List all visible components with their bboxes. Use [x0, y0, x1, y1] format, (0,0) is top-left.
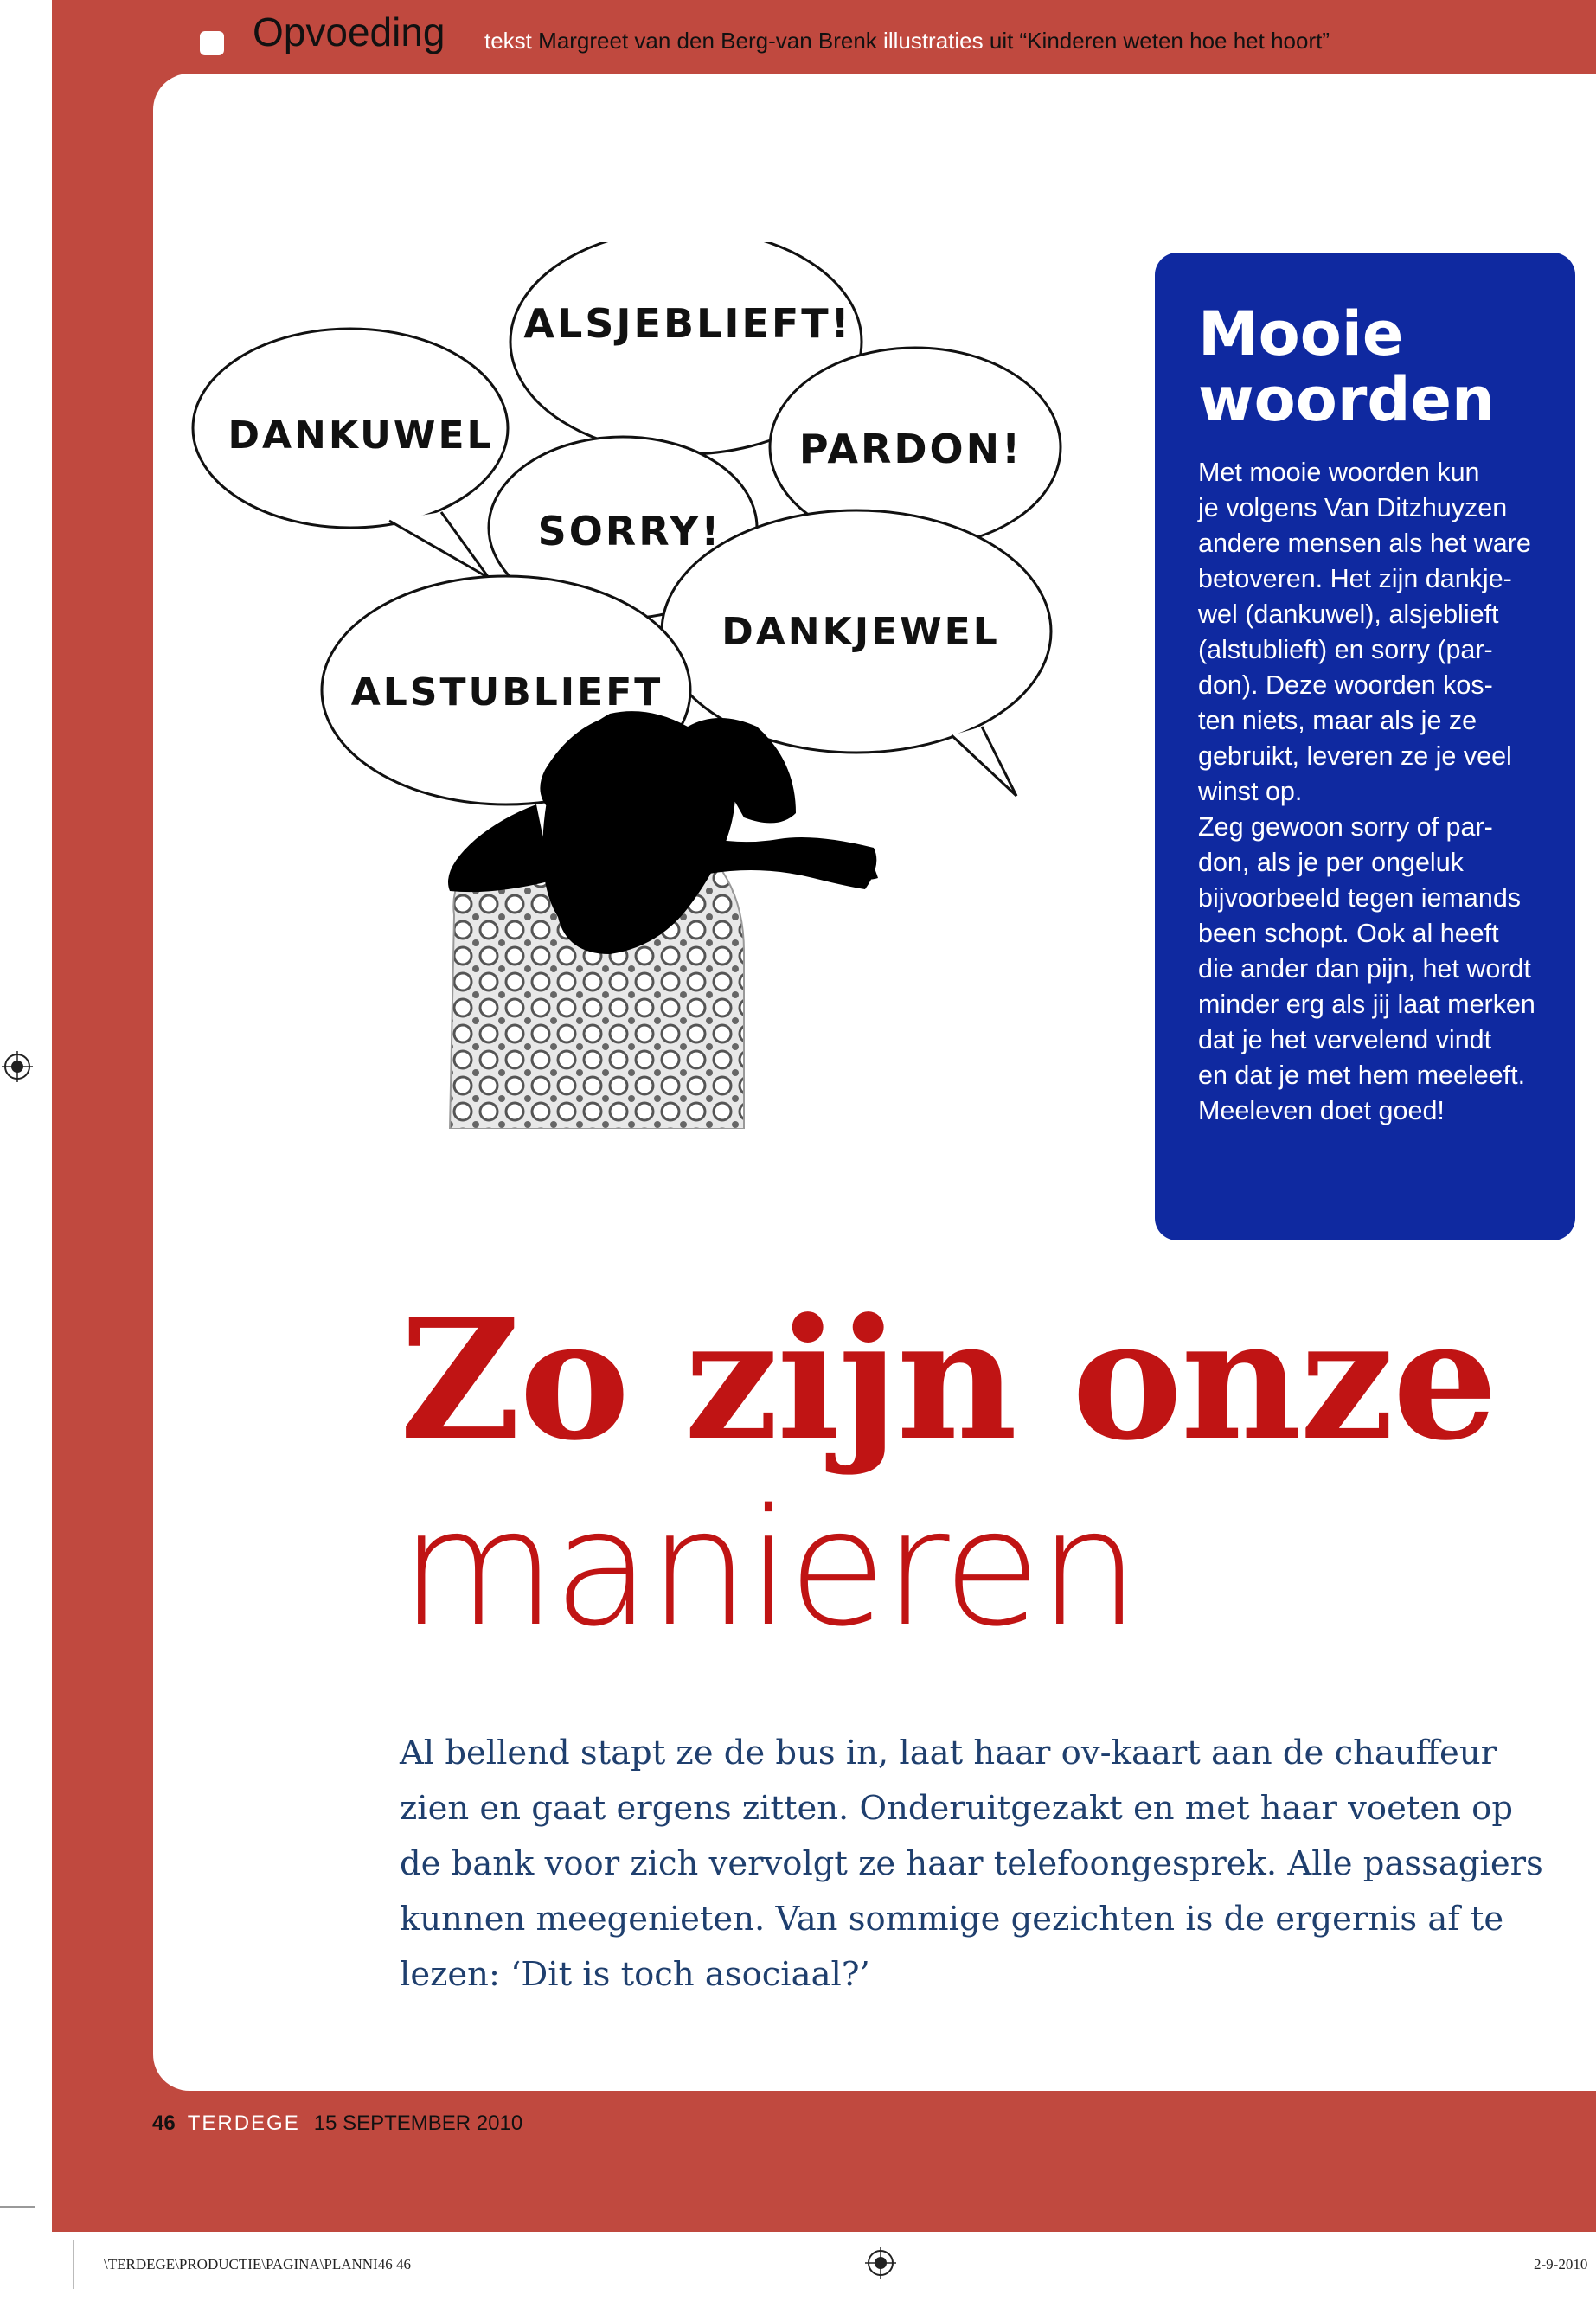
registration-mark-icon — [865, 2247, 896, 2279]
byline-author: Margreet van den Berg-van Brenk — [538, 28, 877, 54]
byline — [484, 29, 1330, 52]
section-square-icon — [200, 31, 224, 55]
crop-mark — [73, 2240, 74, 2289]
page-number: 46 — [152, 2112, 176, 2135]
magazine-name: TERDEGE — [187, 2112, 300, 2135]
crop-mark — [0, 2206, 35, 2208]
page-footer — [152, 2113, 522, 2134]
bubble-label-dankjewel: DANKJEWEL — [721, 610, 1000, 654]
intro-paragraph: Al bellend stapt ze de bus in, laat haar ov-kaart aan de chauffeur zien en gaat ergens zitten. Onderuitgezakt en met haar voeten op de bank voor zich vervolgt ze haar telefoongesprek. Alle passagiers kunnen meegenieten. Van sommige gezichten is de ergernis af te lezen: ‘Dit is toch asociaal?’ — [400, 1734, 1543, 1994]
headline-sub: manieren — [400, 1474, 1137, 1662]
headline-main: Zo zijn onze — [400, 1283, 1497, 1477]
bubble-label-pardon: PARDON! — [798, 426, 1023, 472]
bubble-label-sorry: SORRY! — [537, 508, 722, 554]
sidebar-title-line2: woorden — [1198, 364, 1495, 435]
print-slug-path: \TERDEGE\PRODUCTIE\PAGINA\PLANNI46 46 — [104, 2256, 411, 2272]
bubble-label-dankuwel: DANKUWEL — [228, 413, 494, 458]
print-slug-date: 2-9-2010 — [1534, 2256, 1588, 2272]
byline-label-text: tekst — [484, 28, 532, 54]
section-label: Opvoeding — [253, 10, 445, 54]
sidebar-title — [1198, 298, 1549, 435]
sidebar-title-line1: Mooie — [1198, 298, 1404, 369]
sidebar-box — [1155, 253, 1575, 1240]
bubble-label-alsjeblieft: ALSJEBLIEFT! — [523, 300, 852, 347]
issue-date: 15 SEPTEMBER 2010 — [313, 2112, 523, 2135]
registration-mark-icon — [2, 1051, 33, 1082]
byline-illustration-source: uit “Kinderen weten hoe het hoort” — [989, 28, 1330, 54]
bubble-label-alstublieft: ALSTUBLIEFT — [350, 670, 663, 715]
byline-label-illustrations: illustraties — [883, 28, 984, 54]
sidebar-body: Met mooie woorden kun je volgens Van Ditzhuyzen andere mensen als het ware betoveren. Het zijn dankje- wel (dankuwel), alsjeblieft (alstublieft) en sorry (par- don). Deze woorden kos- ten niets, maar als je ze gebruikt, leveren ze je veel winst op. Zeg gewoon sorry of par- don, als je per ongeluk bijvoorbeeld tegen iemands been schopt. Ook al heeft die ander dan pijn, het wordt minder erg als jij laat merken dat je het vervelend vindt en dat je met hem meeleeft. Meeleven doet goed! — [1198, 458, 1535, 1125]
speech-bubbles-illustration — [190, 242, 1073, 1129]
